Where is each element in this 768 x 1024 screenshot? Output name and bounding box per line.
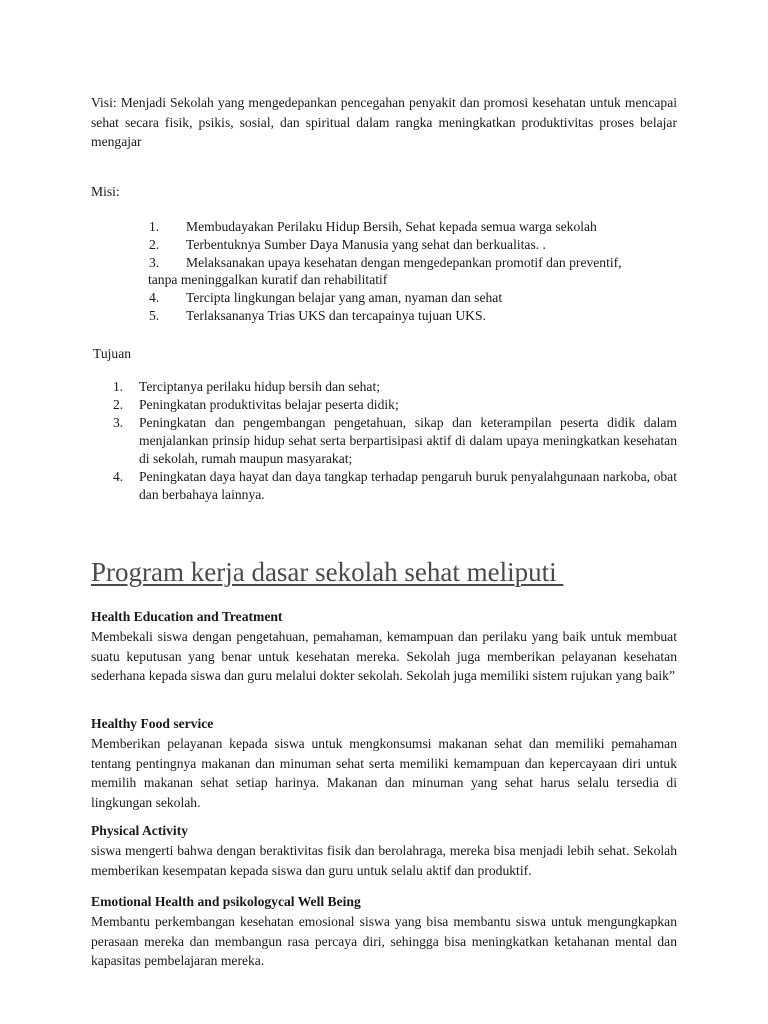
list-number: 1. <box>149 219 160 234</box>
section-health-education <box>91 608 677 686</box>
list-text: Membudayakan Perilaku Hidup Bersih, Sehat kepada semua warga sekolah <box>186 219 597 234</box>
list-item <box>113 378 677 396</box>
list-number: 2. <box>149 236 160 252</box>
list-text: Peningkatan produktivitas belajar peserta didik; <box>139 397 399 412</box>
list-text: Tercipta lingkungan belajar yang aman, nyaman dan sehat <box>186 290 503 306</box>
tujuan-label: Tujuan <box>93 346 132 361</box>
list-text: Peningkatan daya hayat dan daya tangkap terhadap pengaruh buruk penyalahgunaan narkoba, obat dan berbahaya lainnya. <box>139 469 677 502</box>
list-number: 3. <box>113 415 124 430</box>
list-number: 4. <box>149 290 160 306</box>
list-item <box>149 307 677 325</box>
list-text: Terciptanya perilaku hidup bersih dan sehat; <box>139 379 381 394</box>
list-text: Terlaksananya Trias UKS dan tercapainya tujuan UKS. <box>186 307 486 323</box>
list-text-continuation: tanpa meninggalkan kuratif dan rehabilitatif <box>148 272 388 288</box>
list-item <box>149 289 677 307</box>
section-body: siswa mengerti bahwa dengan beraktivitas fisik dan berolahraga, mereka bisa menjadi lebih sehat. Sekolah memberikan kesempatan kepada siswa dan guru untuk selalu aktif dan produktif. <box>91 843 677 878</box>
section-healthy-food <box>91 715 677 812</box>
list-text: Peningkatan dan pengembangan pengetahuan, sikap dan keterampilan peserta didik dalam menjalankan prinsip hidup sehat serta berpartisipasi aktif di dalam upaya meningkatkan kesehatan di sekolah, rumah maupun masyarakat; <box>139 415 677 466</box>
section-physical-activity <box>91 822 677 880</box>
program-heading: Program kerja dasar sekolah sehat meliputi <box>91 557 564 587</box>
section-body: Memberikan pelayanan kepada siswa untuk mengkonsumsi makanan sehat dan memiliki pemahaman tentang pentingnya makanan dan minuman sehat serta memiliki kemampuan dan kepercayaan diri untuk memilih makanan sehat setiap harinya. Makanan dan minuman yang sehat harus selalu tersedia di lingkungan sekolah. <box>91 736 677 810</box>
tujuan-list <box>113 378 677 504</box>
list-text: Melaksanakan upaya kesehatan dengan mengedepankan promotif dan preventif, <box>186 254 622 270</box>
list-number: 2. <box>113 397 124 412</box>
section-title: Emotional Health and psikologycal Well Being <box>91 894 361 909</box>
list-item <box>113 396 677 414</box>
list-number: 3. <box>149 254 160 270</box>
list-item <box>113 414 677 468</box>
visi-paragraph: Visi: Menjadi Sekolah yang mengedepankan pencegahan penyakit dan promosi kesehatan untuk mencapai sehat secara fisik, psikis, sosial, dan spiritual dalam rangka meningkatkan produktivitas proses belajar mengajar <box>91 95 677 149</box>
list-item <box>149 254 677 290</box>
list-item <box>149 218 677 236</box>
list-item <box>113 468 677 504</box>
list-item <box>149 236 677 254</box>
misi-list <box>149 218 677 325</box>
section-body: Membekali siswa dengan pengetahuan, pemahaman, kemampuan dan perilaku yang baik untuk membuat suatu keputusan yang benar untuk kesehatan mereka. Sekolah juga memberikan pelayanan kesehatan sederhana kepada siswa dan guru melalui dokter sekolah. Sekolah juga memiliki sistem rujukan yang baik” <box>91 629 677 683</box>
section-title: Physical Activity <box>91 823 189 838</box>
section-emotional-health <box>91 893 677 971</box>
misi-label: Misi: <box>91 184 120 199</box>
section-body: Membantu perkembangan kesehatan emosional siswa yang bisa membantu siswa untuk mengungkapkan perasaan mereka dan membangun rasa percaya diri, sehingga bisa meningkatkan ketahanan mental dan kapasitas pembelajaran mereka. <box>91 914 677 968</box>
list-number: 4. <box>113 469 124 484</box>
list-number: 5. <box>149 307 160 323</box>
list-text: Terbentuknya Sumber Daya Manusia yang sehat dan berkualitas. . <box>186 236 546 252</box>
list-number: 1. <box>113 379 124 394</box>
section-title: Healthy Food service <box>91 716 214 731</box>
section-title: Health Education and Treatment <box>91 609 283 624</box>
